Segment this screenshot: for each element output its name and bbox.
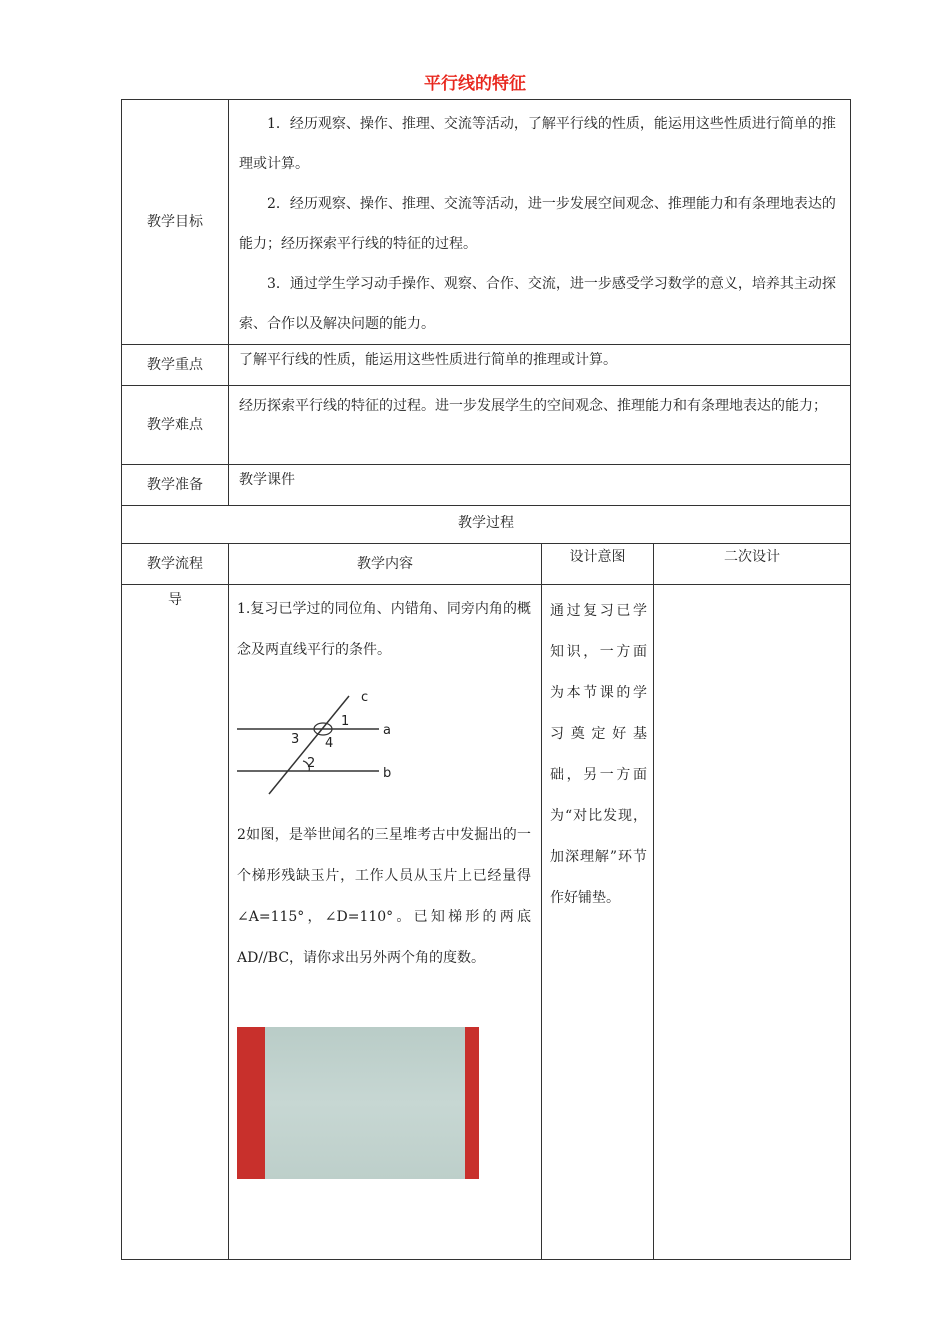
label-angle-1: 1 <box>341 714 350 729</box>
key-point-row <box>122 345 851 386</box>
column-header-row <box>122 544 851 585</box>
column-header: 设计意图 <box>542 544 654 585</box>
step-content-2: 2如图，是举世闻名的三星堆考古中发掘出的一个梯形残缺玉片，工作人员从玉片上已经量得∠A=115°，∠D=110°。已知梯形的两底AD//BC，请你求出另外两个角的度数。 <box>237 827 531 966</box>
preparation-label: 教学准备 <box>122 465 229 506</box>
key-point-text: 了解平行线的性质，能运用这些性质进行简单的推理或计算。 <box>229 345 851 386</box>
label-a: a <box>383 723 391 738</box>
step-redesign <box>654 585 851 1260</box>
column-header: 教学内容 <box>229 544 542 585</box>
page-title: 平行线的特征 <box>424 74 526 94</box>
column-header: 二次设计 <box>654 544 851 585</box>
jade-fragment-photo <box>237 1027 479 1179</box>
label-angle-3: 3 <box>291 732 300 747</box>
label-angle-2: 2 <box>307 756 316 771</box>
process-header: 教学过程 <box>122 506 851 544</box>
process-header-row <box>122 506 851 544</box>
lesson-plan-table <box>121 99 851 1260</box>
goal-item: 2．经历观察、操作、推理、交流等活动，进一步发展空间观念、推理能力和有条理地表达的能力；经历探索平行线的特征的过程。 <box>239 196 836 252</box>
column-header: 教学流程 <box>122 544 229 585</box>
step-stage: 导 <box>122 585 229 1260</box>
line-c <box>269 696 349 794</box>
preparation-text: 教学课件 <box>229 465 851 506</box>
goals-label: 教学目标 <box>122 100 229 345</box>
label-b: b <box>383 766 392 781</box>
difficulty-label: 教学难点 <box>122 386 229 465</box>
goals-row <box>122 100 851 345</box>
preparation-row <box>122 465 851 506</box>
label-c: c <box>361 690 369 705</box>
goal-item: 1．经历观察、操作、推理、交流等活动，了解平行线的性质，能运用这些性质进行简单的推理或计算。 <box>239 116 836 172</box>
step-content <box>229 585 542 1260</box>
step-content-1: 1.复习已学过的同位角、内错角、同旁内角的概念及两直线平行的条件。 <box>237 601 531 658</box>
key-point-label: 教学重点 <box>122 345 229 386</box>
difficulty-text: 经历探索平行线的特征的过程。进一步发展学生的空间观念、推理能力和有条理地表达的能力； <box>229 386 851 465</box>
jade-piece <box>265 1027 465 1179</box>
goal-item: 3．通过学生学习动手操作、观察、合作、交流，进一步感受学习数学的意义，培养其主动探索、合作以及解决问题的能力。 <box>239 276 836 332</box>
step-intent: 通过复习已学知识，一方面为本节课的学习奠定好基础，另一方面为“对比发现，加深理解”环节作好铺垫。 <box>542 585 654 1260</box>
parallel-lines-figure <box>237 681 407 801</box>
step-row <box>122 585 851 1260</box>
difficulty-row <box>122 386 851 465</box>
label-angle-4: 4 <box>325 736 334 751</box>
goals-content <box>229 100 851 345</box>
